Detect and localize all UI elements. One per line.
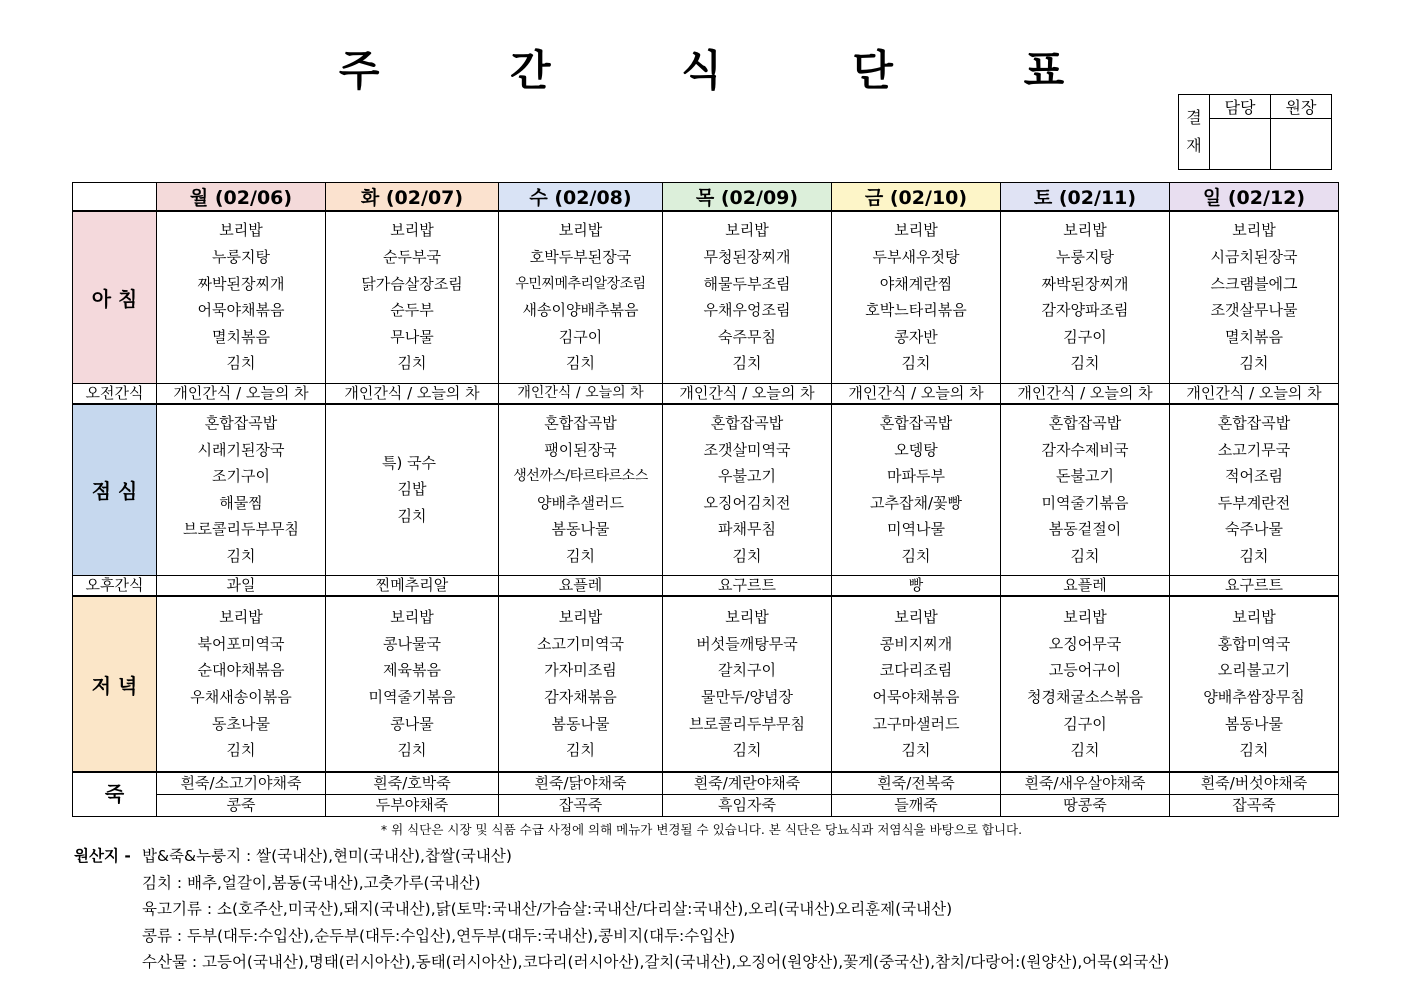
day-header: 토 (02/11) (1001, 183, 1170, 212)
menu-item: 오징어무국 (1048, 634, 1122, 653)
menu-item: 오뎅탕 (894, 440, 938, 459)
dinner-cell (499, 596, 663, 772)
menu-item: 조기구이 (212, 467, 270, 486)
menu-item: 김구이 (558, 327, 603, 346)
menu-item: 짜박된장찌개 (197, 274, 285, 293)
menu-item: 제육볶음 (383, 661, 441, 680)
menu-item: 김치 (732, 354, 762, 373)
day-header: 수 (02/08) (499, 183, 663, 212)
day-header: 목 (02/09) (663, 183, 832, 212)
porridge-cell: 흰죽/버섯야채죽 (1170, 772, 1339, 795)
menu-item: 김치 (566, 741, 595, 760)
menu-item: 감자양파조림 (1041, 301, 1129, 320)
menu-item: 콩나물국 (383, 634, 441, 653)
menu-item: 김치 (397, 741, 427, 760)
menu-item: 김치 (901, 546, 931, 565)
origin-heading: 원산지 - (74, 847, 131, 865)
menu-change-note: * 위 식단은 시장 및 식품 수급 사정에 의해 메뉴가 변경될 수 있습니다. 본 식단은 당뇨식과 저염식을 바탕으로 합니다. (380, 822, 1023, 837)
menu-item: 김치 (397, 507, 427, 526)
am-snack-cell: 개인간식 / 오늘의 차 (326, 383, 499, 404)
meal-label-dinner: 저 녁 (73, 596, 157, 772)
breakfast-cell (832, 211, 1001, 383)
menu-item: 혼합잡곡밥 (879, 413, 953, 432)
menu-item: 김구이 (1063, 714, 1107, 733)
menu-item: 누룽지탕 (1056, 248, 1114, 267)
breakfast-cell (157, 211, 326, 383)
dinner-cell (157, 596, 326, 772)
menu-item: 우민찌메추리알장조림 (515, 275, 646, 292)
day-header: 금 (02/10) (832, 183, 1001, 212)
origin-line: 콩류 : 두부(대두:수입산),순두부(대두:수입산),연두부(대두:국내산),콩비지(대두:수입산) (142, 926, 736, 945)
menu-item: 고구마샐러드 (872, 714, 960, 733)
menu-item: 봄동겉절이 (1048, 520, 1122, 539)
meal-label-lunch: 점 심 (73, 404, 157, 576)
lunch-cell (326, 404, 499, 576)
menu-item: 미역나물 (887, 520, 945, 539)
pm-snack-cell: 요플레 (1001, 576, 1170, 597)
pm-snack-cell: 요구르트 (663, 576, 832, 597)
menu-item: 시래기된장국 (197, 440, 285, 459)
menu-item: 두부새우젓탕 (872, 248, 960, 267)
menu-item: 김치 (901, 354, 931, 373)
menu-item: 소고기무국 (1217, 440, 1291, 459)
menu-item: 숙주나물 (1225, 520, 1283, 539)
porridge-cell: 콩죽 (157, 795, 326, 817)
menu-item: 호박두부된장국 (529, 248, 632, 267)
menu-item: 순두부 (390, 301, 434, 320)
menu-item: 우불고기 (718, 467, 776, 486)
origin-line: 육고기류 : 소(호주산,미국산),돼지(국내산),닭(토막:국내산/가슴살:국내산/다리살:국내산),오리(국내산)오리훈제(국내산) (142, 900, 953, 918)
menu-item: 누룽지탕 (212, 248, 270, 267)
menu-item: 미역줄기볶음 (368, 688, 456, 706)
menu-item: 김치 (732, 741, 762, 760)
menu-item: 멸치볶음 (212, 327, 270, 346)
menu-item: 미역줄기볶음 (1041, 493, 1129, 512)
lunch-cell (157, 404, 326, 576)
menu-item: 소고기미역국 (537, 634, 624, 653)
porridge-cell: 잡곡죽 (1170, 795, 1339, 817)
menu-item: 보리밥 (725, 608, 769, 627)
porridge-cell: 흰죽/호박죽 (326, 772, 499, 795)
menu-item: 김치 (226, 546, 256, 565)
menu-item: 브로콜리두부무침 (183, 520, 299, 539)
menu-item: 야채계란찜 (879, 274, 953, 293)
menu-item: 보리밥 (894, 221, 938, 240)
menu-item: 김치 (1070, 741, 1100, 760)
menu-item: 고추잡채/꽃빵 (870, 493, 962, 512)
day-header: 일 (02/12) (1170, 183, 1339, 212)
menu-item: 김치 (226, 354, 256, 373)
porridge-cell: 흰죽/계란야채죽 (663, 772, 832, 795)
breakfast-cell (499, 211, 663, 383)
menu-item: 김치 (1070, 546, 1100, 565)
menu-item: 김치 (226, 741, 256, 760)
porridge-cell: 흑임자죽 (663, 795, 832, 817)
pm-snack-cell: 과일 (157, 576, 326, 597)
lunch-cell (832, 404, 1001, 576)
menu-item: 콩자반 (894, 327, 938, 346)
approval-label: 결재 (1179, 95, 1210, 170)
menu-item: 봄동나물 (1225, 714, 1283, 733)
porridge-cell: 흰죽/소고기야채죽 (157, 772, 326, 795)
menu-item: 봄동나물 (551, 520, 610, 539)
meal-label-am-snack: 오전간식 (73, 383, 157, 404)
menu-item: 두부계란전 (1217, 493, 1291, 512)
lunch-cell (499, 404, 663, 576)
page-title: 주 간 식 단 표 (338, 46, 1123, 95)
menu-item: 생선까스/타르타르소스 (513, 468, 648, 485)
menu-item: 물만두/양념장 (701, 688, 793, 706)
breakfast-cell (1001, 211, 1170, 383)
porridge-cell: 두부야채죽 (326, 795, 499, 817)
menu-item: 무나물 (390, 327, 434, 346)
meal-label-breakfast: 아 침 (73, 211, 157, 383)
menu-item: 양배추샐러드 (537, 493, 624, 512)
lunch-cell (1001, 404, 1170, 576)
menu-item: 순두부국 (383, 248, 441, 267)
approval-col-director: 원장 (1271, 95, 1332, 119)
menu-item: 오징어김치전 (703, 493, 791, 512)
menu-item: 김치 (566, 354, 595, 373)
menu-item: 김밥 (397, 480, 427, 499)
menu-item: 김치 (397, 354, 427, 373)
menu-item: 해물두부조림 (703, 274, 791, 293)
menu-item: 보리밥 (390, 608, 434, 627)
breakfast-cell (326, 211, 499, 383)
dinner-cell (663, 596, 832, 772)
menu-item: 보리밥 (219, 608, 263, 627)
menu-item: 어묵야채볶음 (872, 688, 960, 706)
menu-item: 보리밥 (725, 221, 769, 240)
am-snack-cell: 개인간식 / 오늘의 차 (157, 383, 326, 404)
menu-item: 북어포미역국 (197, 634, 285, 653)
am-snack-cell: 개인간식 / 오늘의 차 (832, 383, 1001, 404)
day-header: 월 (02/06) (157, 183, 326, 212)
lunch-cell (663, 404, 832, 576)
menu-item: 보리밥 (894, 608, 938, 627)
menu-item: 혼합잡곡밥 (204, 413, 278, 432)
menu-item: 혼합잡곡밥 (1048, 413, 1122, 432)
menu-item: 동초나물 (212, 714, 270, 733)
pm-snack-cell: 요구르트 (1170, 576, 1339, 597)
porridge-cell: 잡곡죽 (499, 795, 663, 817)
menu-item: 보리밥 (558, 608, 603, 627)
menu-item: 감자수제비국 (1041, 440, 1129, 459)
menu-item: 오리불고기 (1217, 661, 1291, 680)
approval-signature-staff (1210, 119, 1271, 170)
menu-item: 적어조림 (1225, 467, 1283, 486)
menu-item: 갈치구이 (718, 661, 776, 680)
menu-item: 보리밥 (1063, 221, 1107, 240)
menu-item: 어묵야채볶음 (197, 301, 285, 320)
corner-cell (73, 183, 157, 212)
menu-item: 멸치볶음 (1225, 327, 1283, 346)
menu-item: 해물찜 (219, 493, 263, 512)
menu-item: 짜박된장찌개 (1041, 274, 1129, 293)
menu-item: 가자미조림 (544, 661, 617, 680)
menu-item: 김치 (1239, 741, 1269, 760)
menu-item: 버섯들깨탕무국 (696, 634, 798, 653)
menu-item: 김구이 (1063, 327, 1107, 346)
menu-item: 시금치된장국 (1210, 248, 1298, 267)
approval-signature-director (1271, 119, 1332, 170)
menu-item: 팽이된장국 (544, 440, 617, 459)
menu-item: 우채새송이볶음 (190, 688, 292, 706)
menu-item: 혼합잡곡밥 (544, 413, 617, 432)
menu-item: 스크램블에그 (1210, 274, 1298, 293)
origin-line: 수산물 : 고등어(국내산),명태(러시아산),동태(러시아산),코다리(러시아산),갈치(국내산),오징어(원양산),꽃게(중국산),참치/다랑어:(원양산),어묵(외국산) (142, 953, 1170, 971)
menu-item: 보리밥 (219, 221, 263, 240)
menu-item: 무청된장찌개 (703, 248, 791, 267)
menu-item: 돈불고기 (1056, 467, 1114, 486)
day-header: 화 (02/07) (326, 183, 499, 212)
menu-item: 감자채볶음 (544, 688, 617, 706)
menu-item: 숙주무침 (718, 327, 776, 346)
porridge-cell: 흰죽/새우살야채죽 (1001, 772, 1170, 795)
menu-item: 보리밥 (558, 221, 603, 240)
menu-item: 봄동나물 (551, 714, 610, 733)
menu-item: 특) 국수 (381, 453, 437, 472)
menu-item: 마파두부 (887, 467, 945, 486)
menu-item: 파채무침 (718, 520, 776, 539)
menu-item: 양배추쌈장무침 (1203, 688, 1305, 706)
dinner-cell (1001, 596, 1170, 772)
menu-item: 청경채굴소스볶음 (1027, 688, 1143, 706)
menu-item: 새송이양배추볶음 (522, 301, 639, 320)
dinner-cell (832, 596, 1001, 772)
origin-line: 김치 : 배추,얼갈이,봄동(국내산),고춧가루(국내산) (142, 873, 481, 892)
am-snack-cell: 개인간식 / 오늘의 차 (499, 383, 663, 404)
menu-item: 조갯살미역국 (703, 440, 791, 459)
approval-box (1178, 94, 1332, 170)
lunch-cell (1170, 404, 1339, 576)
am-snack-cell: 개인간식 / 오늘의 차 (1170, 383, 1339, 404)
menu-item: 보리밥 (1063, 608, 1107, 627)
menu-item: 김치 (1239, 546, 1269, 565)
menu-item: 혼합잡곡밥 (710, 413, 784, 432)
menu-item: 김치 (566, 546, 595, 565)
origin-line: 밥&죽&누룽지 : 쌀(국내산),현미(국내산),찹쌀(국내산) (142, 847, 512, 865)
menu-item: 혼합잡곡밥 (1217, 413, 1291, 432)
menu-item: 콩나물 (390, 714, 434, 733)
menu-item: 호박느타리볶음 (865, 301, 967, 320)
am-snack-cell: 개인간식 / 오늘의 차 (1001, 383, 1170, 404)
porridge-cell: 들깨죽 (832, 795, 1001, 817)
menu-item: 우채우엉조림 (703, 301, 791, 320)
menu-item: 조갯살무나물 (1210, 301, 1298, 320)
menu-item: 순대야채볶음 (197, 661, 285, 680)
meal-label-pm-snack: 오후간식 (73, 576, 157, 597)
menu-item: 김치 (901, 741, 931, 760)
menu-item: 김치 (732, 546, 762, 565)
dinner-cell (326, 596, 499, 772)
pm-snack-cell: 빵 (832, 576, 1001, 597)
menu-item: 보리밥 (390, 221, 434, 240)
breakfast-cell (663, 211, 832, 383)
porridge-cell: 흰죽/전복죽 (832, 772, 1001, 795)
origin-info (74, 843, 1169, 976)
approval-col-staff: 담당 (1210, 95, 1271, 119)
breakfast-cell (1170, 211, 1339, 383)
menu-item: 홍합미역국 (1217, 634, 1291, 653)
am-snack-cell: 개인간식 / 오늘의 차 (663, 383, 832, 404)
menu-item: 브로콜리두부무침 (689, 714, 805, 733)
porridge-cell: 땅콩죽 (1001, 795, 1170, 817)
menu-item: 보리밥 (1232, 221, 1276, 240)
porridge-cell: 흰죽/닭야채죽 (499, 772, 663, 795)
menu-item: 김치 (1070, 354, 1100, 373)
menu-item: 김치 (1239, 354, 1269, 373)
menu-item: 닭가슴살장조림 (361, 274, 463, 293)
weekly-menu-table (72, 182, 1339, 817)
pm-snack-cell: 요플레 (499, 576, 663, 597)
menu-item: 콩비지찌개 (879, 634, 953, 653)
menu-item: 보리밥 (1232, 608, 1276, 627)
dinner-cell (1170, 596, 1339, 772)
menu-item: 고등어구이 (1048, 661, 1122, 680)
meal-label-porridge: 죽 (73, 772, 157, 817)
menu-item: 코다리조림 (879, 661, 953, 680)
pm-snack-cell: 찐메추리알 (326, 576, 499, 597)
